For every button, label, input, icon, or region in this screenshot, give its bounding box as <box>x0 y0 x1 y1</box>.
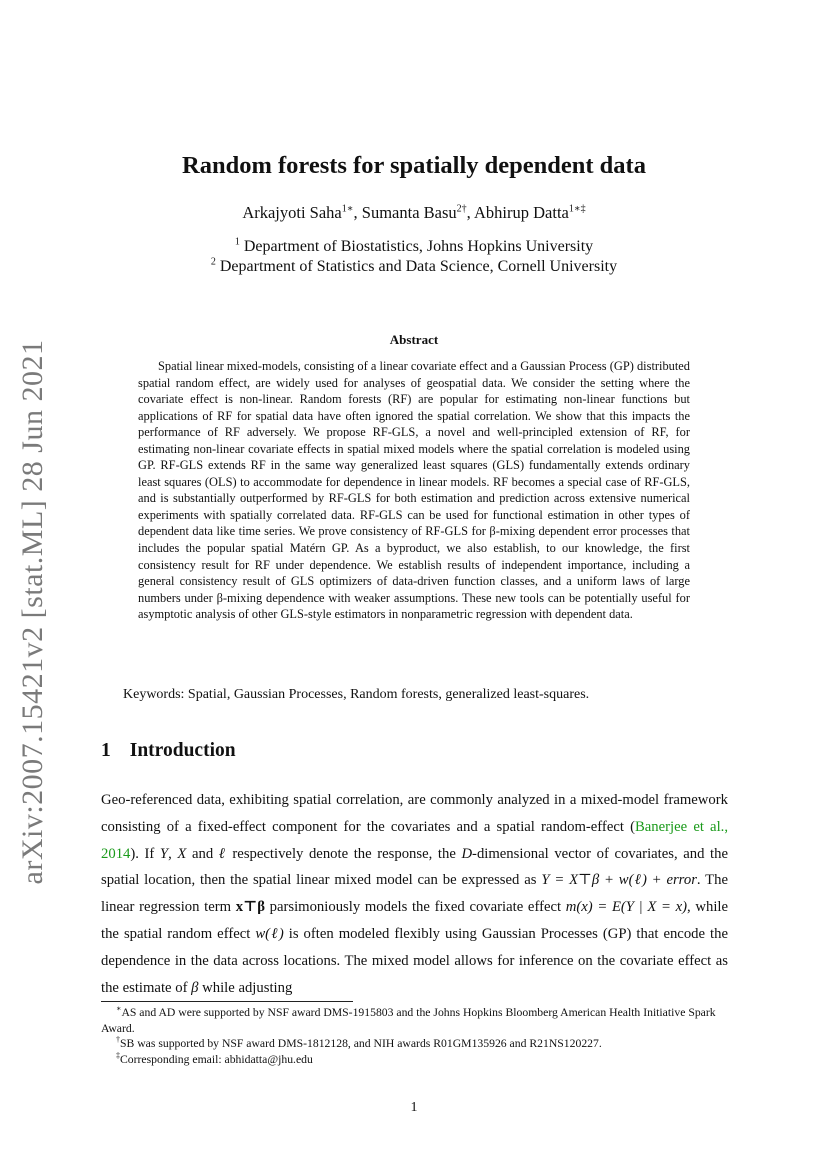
affiliation-mark: 2 <box>210 256 216 268</box>
intro-paragraph <box>101 787 728 1001</box>
citation-link[interactable]: Banerjee et al., 2014 <box>101 818 728 862</box>
citation-author[interactable]: Banerjee et al. <box>634 818 725 835</box>
page-number: 1 <box>410 1100 418 1115</box>
author-affil-mark: 1∗‡ <box>568 203 586 215</box>
text-run: is often modeled flexibly using Gaussian Processes (GP) that encode the dependence in the data across locations. The mixed model allows for inference on the covariate effect as the estimate of <box>101 925 728 996</box>
author-name: Sumanta Basu <box>361 203 457 222</box>
abstract-body <box>138 358 690 623</box>
text-run: ). If <box>130 845 160 862</box>
math-symbol: X <box>177 845 187 862</box>
keywords: Keywords: Spatial, Gaussian Processes, Random forests, generalized least-squares. <box>123 687 590 702</box>
abstract-paragraph: Spatial linear mixed-models, consisting of a linear covariate effect and a Gaussian Process (GP) distributed spatial random effect, are widely used for analyses of geospatial data. We consider the setting where the covariate effect is non-linear. Random forests (RF) are popular for estimating non-linear functions but applications of RF for spatial data have often ignored the spatial correlation. We show that this impacts the performance of RF adversely. We propose RF-GLS, a novel and well-principled extension of RF, for estimating non-linear covariate effects in spatial mixed models where the spatial correlation is modeled using GP. RF-GLS extends RF in the same way generalized least squares (GLS) fundamentally extends ordinary least squares (OLS) to accommodate for dependence in linear models. RF becomes a special case of RF-GLS, and is substantially outperformed by RF-GLS for both estimation and prediction across extensive numerical experiments with spatially correlated data. RF-GLS can be used for functional estimation in other types of dependent data like time series. We prove consistency of RF-GLS for β-mixing dependent error processes that includes the popular spatial Matérn GP. As a byproduct, we also establish, to our knowledge, the first consistency result for RF under dependence. We establish results of independent importance, including a general consistency result of GLS optimizers of data-driven function classes, and a uniform laws of large numbers under β-mixing dependence with weaker assumptions. These new tools can be potentially useful for asymptotic analysis of other GLS-style estimators in nonparametric regression with dependent data. <box>138 359 690 622</box>
citation-year[interactable]: 2014 <box>101 845 131 862</box>
footnote-separator <box>101 1001 353 1002</box>
section-heading <box>101 740 236 762</box>
author-affil-mark: 2† <box>456 203 467 215</box>
affiliation <box>0 238 828 256</box>
text-run: and <box>186 845 219 862</box>
author-name: Arkajyoti Saha <box>242 203 342 222</box>
footnote-mark: ‡ <box>116 1050 120 1060</box>
text-run: . The linear regression term <box>101 872 728 916</box>
footnote-text: AS and AD were supported by NSF award DMS-1915803 and the Johns Hopkins Bloomberg American Health Initiative Spark Award. <box>101 1006 716 1035</box>
footnote-text: Corresponding email: abhidatta@jhu.edu <box>120 1052 313 1066</box>
section-title: Introduction <box>129 740 236 761</box>
math-symbol: ℓ <box>218 845 227 862</box>
text-run: -dimensional vector of covariates, and the spatial location, then the spatial linear mixed model can be expressed as <box>101 845 728 889</box>
section-number: 1 <box>101 740 111 761</box>
text-run: while adjusting <box>198 979 293 996</box>
text-run: respectively denote the response, the <box>226 845 462 862</box>
math-symbol: Y <box>159 845 169 862</box>
footnote-text: SB was supported by NSF award DMS-1812128, and NIH awards R01GM135926 and R21NS120227. <box>120 1037 602 1051</box>
math-equation: Y = X⊤β + w(ℓ) + error <box>541 872 697 889</box>
footnotes <box>101 1005 728 1067</box>
footnote <box>101 1036 728 1052</box>
arxiv-id-text: arXiv:2007.15421v2 [stat.ML] 28 Jun 2021 <box>16 339 49 885</box>
introduction-body <box>101 787 728 1001</box>
math-equation: m(x) = E(Y | X = x) <box>565 899 688 916</box>
footnote-mark: † <box>116 1035 120 1045</box>
text-run: Geo-referenced data, exhibiting spatial correlation, are commonly analyzed in a mixed-model framework consisting of a fixed-effect component for the covariates and a spatial random-effect ( <box>101 792 728 835</box>
affiliation-text: Department of Statistics and Data Science, Cornell University <box>219 258 618 275</box>
author-affil-mark: 1∗ <box>341 203 354 215</box>
author-name: Abhirup Datta <box>474 203 569 222</box>
paper-title: Random forests for spatially dependent data <box>182 152 646 179</box>
author-list: Arkajyoti Saha$^{1∗}$, Sumanta Basu$^{2\dagger}$, Abhirup Datta$^{1∗\ddagger}$ <box>242 203 586 222</box>
arxiv-identifier-stamp <box>14 339 52 885</box>
math-equation: x⊤β <box>235 899 265 916</box>
affiliation-mark: 1 <box>234 236 240 248</box>
footnote <box>101 1005 728 1036</box>
text-run: , while the spatial random effect <box>101 899 728 942</box>
math-symbol: D <box>461 845 473 862</box>
text-run: parsimoniously models the fixed covariate effect <box>264 899 566 916</box>
math-equation: w(ℓ) <box>255 925 284 942</box>
math-symbol: β <box>191 979 199 996</box>
footnote <box>101 1052 728 1068</box>
affiliation <box>0 258 828 276</box>
footnote-mark: ∗ <box>116 1004 122 1014</box>
text-run: , <box>168 845 178 862</box>
affiliation-text: Department of Biostatistics, Johns Hopkins University <box>243 238 594 255</box>
abstract-heading: Abstract <box>389 332 439 347</box>
